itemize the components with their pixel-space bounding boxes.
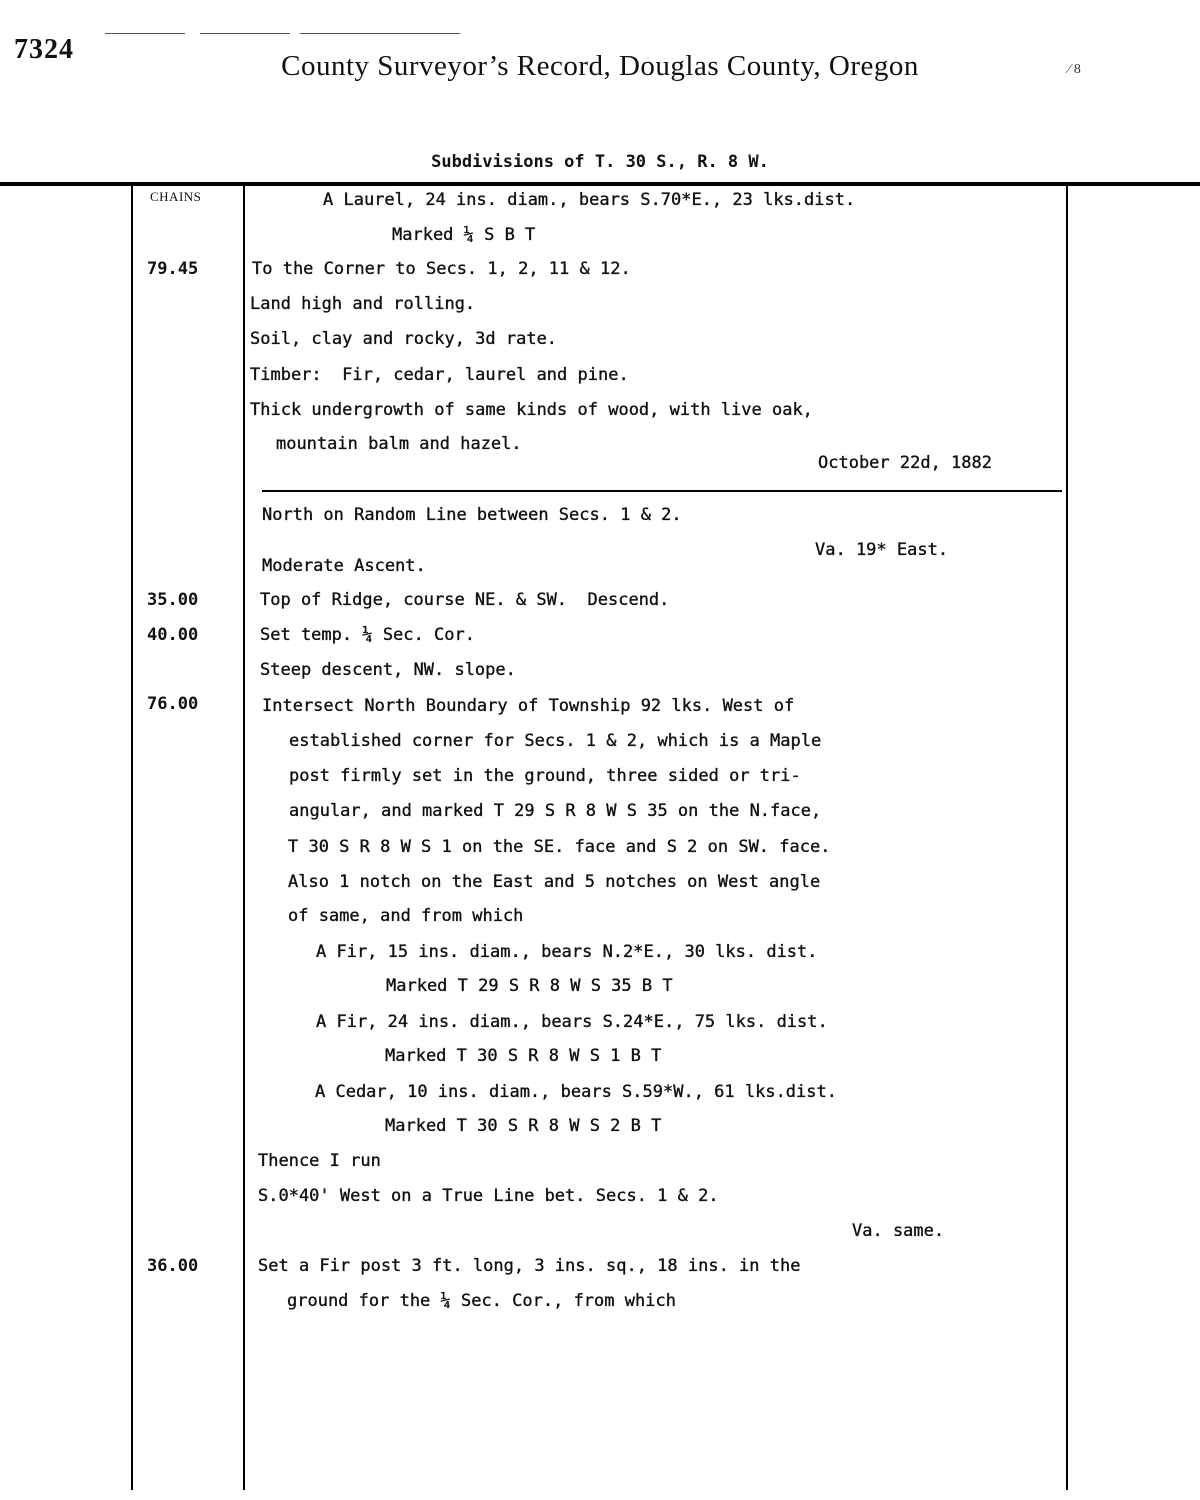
record-line: Set a Fir post 3 ft. long, 3 ins. sq., 18 ins. in the <box>258 1256 801 1276</box>
chain-value: 35.00 <box>147 590 199 610</box>
record-line: S.0*40' West on a True Line bet. Secs. 1 & 2. <box>258 1186 719 1206</box>
record-line: Thick undergrowth of same kinds of wood, with live oak, <box>250 400 813 420</box>
left-column-rule <box>131 186 133 1490</box>
record-line: Marked T 30 S R 8 W S 2 B T <box>385 1116 662 1136</box>
header-rule <box>105 33 185 34</box>
record-line: Steep descent, NW. slope. <box>260 660 516 680</box>
record-line: Marked T 30 S R 8 W S 1 B T <box>385 1046 662 1066</box>
record-line: mountain balm and hazel. <box>276 434 522 454</box>
entry-divider <box>262 490 1062 492</box>
chain-value: 40.00 <box>147 625 199 645</box>
record-line: Thence I run <box>258 1151 381 1171</box>
record-line: Top of Ridge, course NE. & SW. Descend. <box>260 590 670 610</box>
record-line: North on Random Line between Secs. 1 & 2. <box>262 505 682 525</box>
record-line: Timber: Fir, cedar, laurel and pine. <box>250 365 629 385</box>
chain-value: 36.00 <box>147 1256 199 1276</box>
record-line: T 30 S R 8 W S 1 on the SE. face and S 2 on SW. face. <box>288 837 831 857</box>
chain-value: 76.00 <box>147 694 199 714</box>
section-heading: Subdivisions of T. 30 S., R. 8 W. <box>431 152 769 172</box>
record-line: A Fir, 15 ins. diam., bears N.2*E., 30 lks. dist. <box>316 942 818 962</box>
record-line: Also 1 notch on the East and 5 notches on West angle <box>288 872 821 892</box>
record-line: A Fir, 24 ins. diam., bears S.24*E., 75 lks. dist. <box>316 1012 828 1032</box>
record-line: Intersect North Boundary of Township 92 lks. West of <box>262 696 795 716</box>
header-rule <box>200 33 290 34</box>
record-line: Soil, clay and rocky, 3d rate. <box>250 329 558 349</box>
chain-value: 79.45 <box>147 259 199 279</box>
record-line: Land high and rolling. <box>250 294 476 314</box>
right-column-rule <box>1066 186 1068 1490</box>
chains-column-label: CHAINS <box>150 189 202 204</box>
record-line: Marked ¼ S B T <box>392 225 536 245</box>
chains-column-rule <box>243 186 245 1490</box>
record-line: To the Corner to Secs. 1, 2, 11 & 12. <box>252 259 631 279</box>
record-line: A Cedar, 10 ins. diam., bears S.59*W., 61 lks.dist. <box>315 1082 837 1102</box>
page-mark: ⁄ 8 <box>1068 62 1081 77</box>
record-line: Va. same. <box>852 1221 945 1241</box>
record-line: established corner for Secs. 1 & 2, which is a Maple <box>289 731 822 751</box>
record-line: angular, and marked T 29 S R 8 W S 35 on the N.face, <box>289 801 822 821</box>
record-line: Moderate Ascent. <box>262 556 426 576</box>
header-rule <box>300 33 460 34</box>
page-title: County Surveyor’s Record, Douglas County, Oregon <box>281 50 919 82</box>
record-line: ground for the ¼ Sec. Cor., from which <box>287 1291 676 1311</box>
record-line: of same, and from which <box>288 906 524 926</box>
record-line: Set temp. ¼ Sec. Cor. <box>260 625 475 645</box>
page-number: 7324 <box>14 34 74 65</box>
heading-rule <box>0 182 1200 186</box>
record-date: October 22d, 1882 <box>818 453 992 473</box>
record-line: Va. 19* East. <box>815 540 949 560</box>
record-line: A Laurel, 24 ins. diam., bears S.70*E., 23 lks.dist. <box>323 190 856 210</box>
record-line: post firmly set in the ground, three sided or tri- <box>289 766 801 786</box>
record-line: Marked T 29 S R 8 W S 35 B T <box>386 976 673 996</box>
